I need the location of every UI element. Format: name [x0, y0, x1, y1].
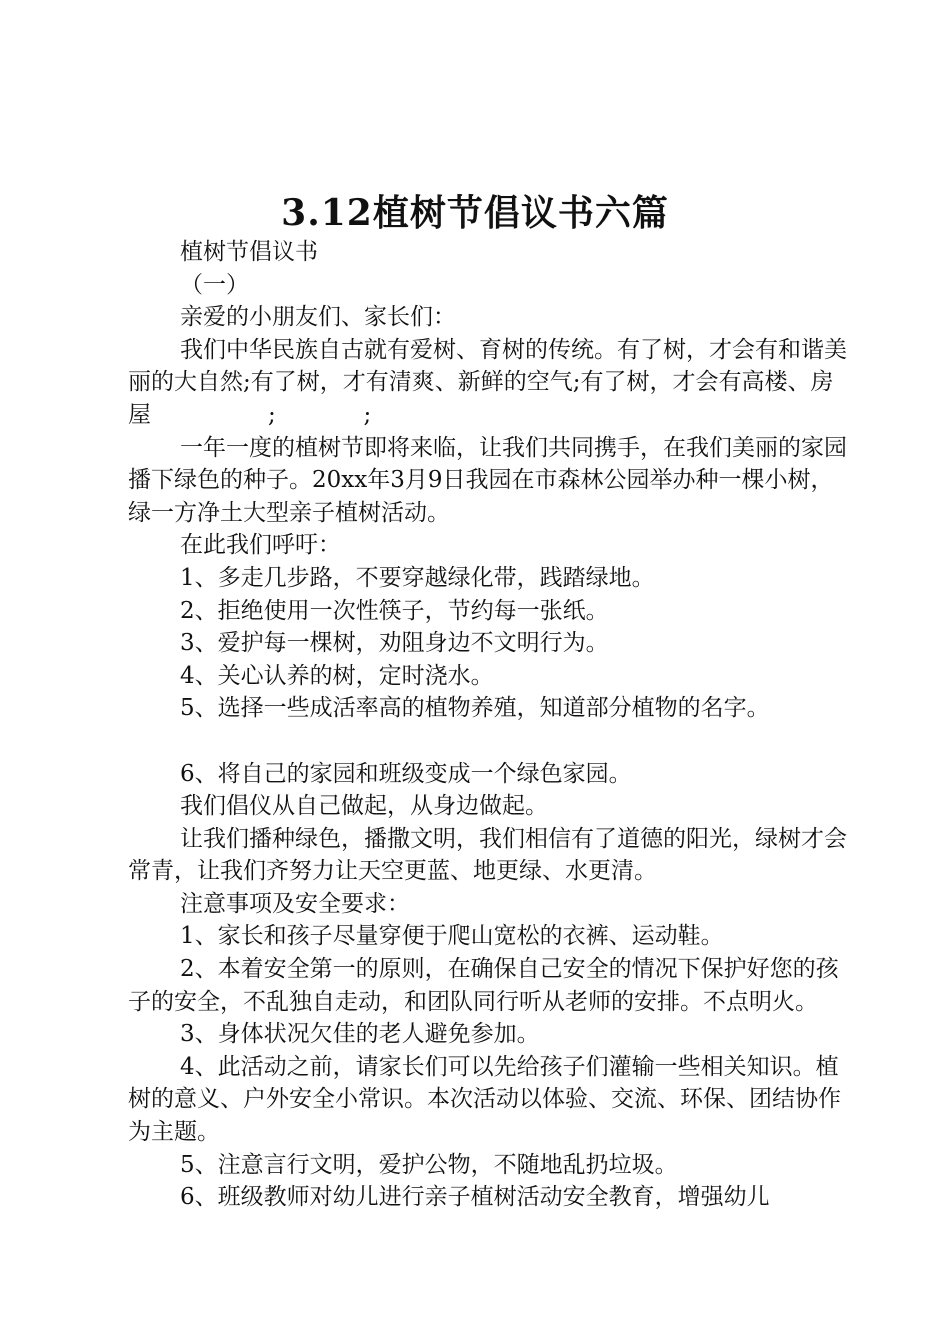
- paragraph: 在此我们呼吁：: [180, 532, 341, 559]
- list-item: 6、班级教师对幼儿进行亲子植树活动安全教育，增强幼儿: [180, 1184, 770, 1211]
- list-item: 6、将自己的家园和班级变成一个绿色家园。: [180, 760, 632, 787]
- paragraph-heading: 植树节倡议书: [180, 239, 318, 265]
- list-item: 2、拒绝使用一次性筷子，节约每一张纸。: [180, 597, 609, 624]
- list-item: 4、关心认养的树，定时浇水。: [180, 662, 494, 689]
- paragraph-salutation: 亲爱的小朋友们、家长们：: [180, 304, 456, 331]
- paragraph: 一年一度的植树节即将来临，让我们共同携手，在我们美丽的家园播下绿色的种子。20xx年3月9日我园在市森林公园举办种一棵小树，绿一方净土大型亲子植树活动。: [128, 434, 847, 526]
- paragraph-section-number: （一）: [180, 271, 249, 298]
- list-item: 3、身体状况欠佳的老人避免参加。: [180, 1021, 540, 1048]
- document-body: [128, 236, 850, 1214]
- list-item: 2、本着安全第一的原则，在确保自己安全的情况下保护好您的孩子的安全，不乱独自走动，和团队同行听从老师的安排。不点明火。: [128, 956, 839, 1015]
- paragraph-spacer: [128, 725, 850, 758]
- list-item: 4、此活动之前，请家长们可以先给孩子们灌输一些相关知识。植树的意义、户外安全小常识。本次活动以体验、交流、环保、团结协作为主题。: [128, 1053, 841, 1146]
- list-item: 1、家长和孩子尽量穿便于爬山宽松的衣裤、运动鞋。: [180, 923, 724, 950]
- paragraph: 让我们播种绿色，播撒文明，我们相信有了道德的阳光，绿树才会常青，让我们齐努力让天空更蓝、地更绿、水更清。: [128, 825, 847, 885]
- list-item: 1、多走几步路，不要穿越绿化带，践踏绿地。: [180, 564, 655, 591]
- paragraph: 我们倡仪从自己做起，从身边做起。: [180, 793, 548, 820]
- paragraph-subheading: 注意事项及安全要求：: [180, 890, 410, 917]
- list-item: 3、爱护每一棵树，劝阻身边不文明行为。: [180, 630, 609, 657]
- list-item: 5、注意言行文明，爱护公物，不随地乱扔垃圾。: [180, 1151, 678, 1178]
- paragraph: 我们中华民族自古就有爱树、育树的传统。有了树，才会有和谐美丽的大自然;有了树，才有清爽、新鲜的空气;有了树，才会有高楼、房屋 ; ;: [128, 336, 847, 428]
- document-title: 3.12植树节倡议书六篇: [281, 192, 669, 234]
- list-item: 5、选择一些成活率高的植物养殖，知道部分植物的名字。: [180, 695, 770, 722]
